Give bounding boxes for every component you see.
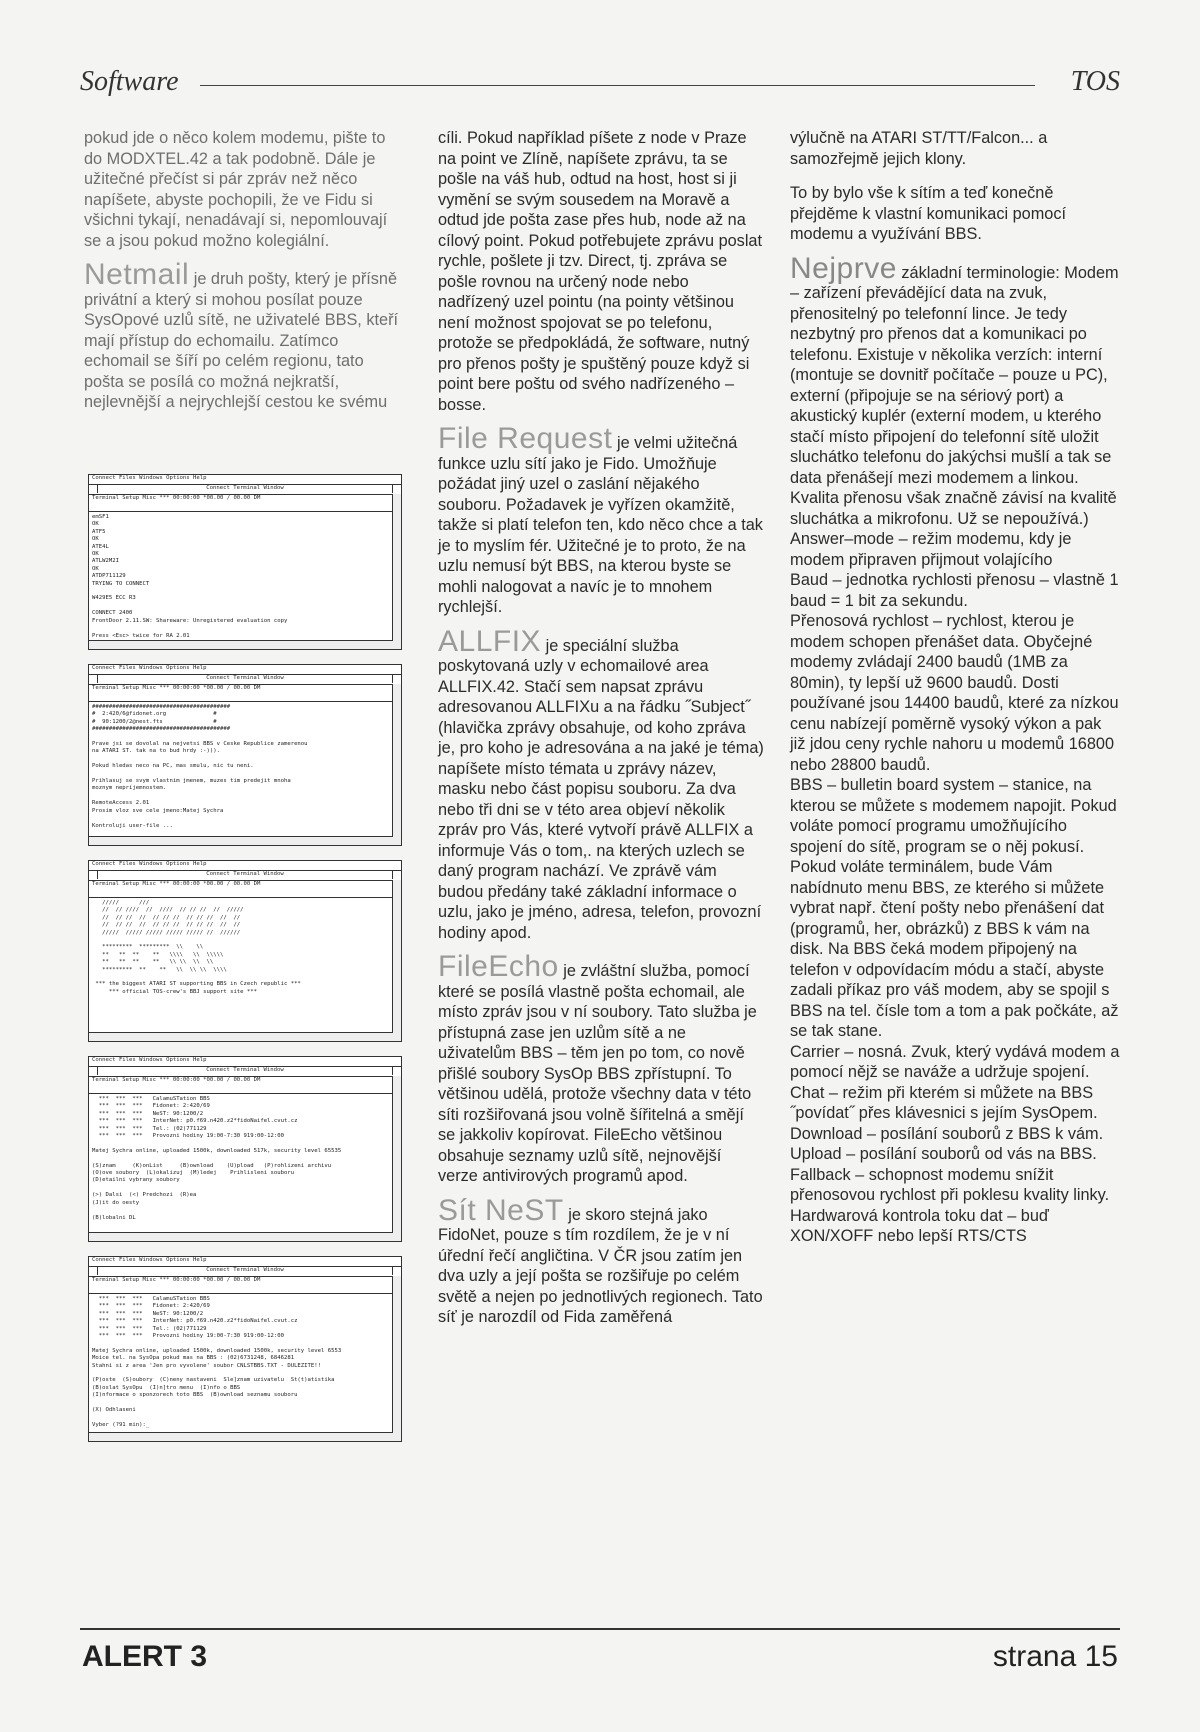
term-item: Přenosová rychlost – rychlost, kterou je modem schopen přenášet data. Obyčejné modemy zvládají 2400 baudů (1MB za 80min), ty lepší už 9600 baudů. Dosti používané jsou 14400 baudů, které za nízkou cenu nabízejí poměrně vysoký výkon a pak již jdou ceny rychle nahoru u modemů 16800 nebo 28800 baudů. (790, 612, 1119, 774)
term-item: Hardwarová kontrola toku dat – buď XON/XOFF nebo lepší RTS/CTS (790, 1206, 1049, 1245)
lead-netmail: Netmail (84, 258, 190, 291)
paragraph: výlučně na ATARI ST/TT/Falcon... a samozřejmě jejich klony. (790, 129, 1048, 168)
term-item: Carrier – nosná. Zvuk, který vydává modem a pomocí nějž se naváže a udržuje spojení. Chat – režim při kterém si můžete na BBS ˝povídat˝ přes klávesnici s jejím SysOpem. (790, 1042, 1120, 1122)
scrollbar (392, 1276, 401, 1441)
menu-bar: Connect Files Windows Options Help (89, 861, 401, 871)
paragraph-allfix (438, 624, 764, 944)
terminal-screenshot-1 (88, 474, 402, 650)
terminal-toolbar: Terminal Setup Misc *** 00:00:00 *00.00 / 00.00 DM (89, 881, 401, 898)
footer-issue: ALERT 3 (82, 1640, 208, 1673)
terminal-toolbar: Terminal Setup Misc *** 00:00:00 *00.00 / 00.00 DM (89, 1277, 401, 1294)
lead-fileecho: FileEcho (438, 950, 559, 983)
terminal-output: *** *** *** CalamuSTation BBS *** *** *** Fidonet: 2:420/69 *** *** *** NeST: 90:1200/2 *** *** *** InterNet: p0.f69.n420.z2*fidoNaifel.cvut.cz *** *** *** Tel.: (02)771129 *** *** *** Provozni hodiny 19:00-7:30 919:00-12:00 Matej Sychra online, uploaded 1500k, downloaded 517k, security level 65535 (S)znam (K)onList (B)ownload (U)pload (P)rohlizeni archivu (O)ove soubory (L)okalizuj (M)ledej Prihlisleni souboru (D)etailni vybrany soubory (>) Dalsi (<) Predchozi (R)ea (J)it do oesty (B)lobalni DL (92, 1096, 342, 1221)
menu-bar: Connect Files Windows Options Help (89, 665, 401, 675)
terminal-toolbar: Terminal Setup Misc *** 00:00:00 *00.00 / 00.00 DM (89, 495, 401, 512)
scrollbar (392, 880, 401, 1041)
paragraph: To by bylo vše k sítím a teď konečně přejděme k vlastní komunikaci pomocí modemu a využívání BBS. (790, 184, 1066, 243)
horizontal-scrollbar (89, 1432, 393, 1441)
term-item: Download – posílání souborů z BBS k vám. (790, 1124, 1104, 1143)
window-title: Connect Terminal Window (89, 485, 401, 495)
footer-page-number: strana 15 (992, 1640, 1118, 1673)
window-title: Connect Terminal Window (89, 871, 401, 881)
paragraph: cíli. Pokud například píšete z node v Praze na point ve Zlíně, napíšete zprávu, ta se pošle na váš hub, odtud na host, host si ji vymění se svým sousedem na Moravě a odtud jde pošta zase přes hub, node až na cílový point. Pokud potřebujete zprávu poslat rychle, pošlete ji tzv. Direct, tj. zpráva se pošle rovnou na určený node nebo nadřízený uzel pointu (na pointy většinou není možnost spojovat se po telefonu, protože se předpokládá, že software, nutný pro přenos pošty je spuštěný pouze když si point bere poštu od svého nadřízeného – bosse. (438, 129, 763, 414)
paragraph-netmail (84, 258, 404, 413)
text-netmail: je druh pošty, který je přísně privátní a který si mohou posílat pouze SysOpové uzlů sítě, ne uživatelé BBS, kteří mají přístup do echomailu. Zatímco echomail se šíří po celém regionu, tato pošta se posílá co možná nejkratší, nejlevnější a nejrychlejší cestou ke svému (84, 270, 399, 411)
window-title: Connect Terminal Window (89, 1067, 401, 1077)
term-item: BBS – bulletin board system – stanice, na kterou se můžete s modemem napojit. Pokud voláte pomocí programu umožňujícího spojení do sítě, program se o něj pokusí. (790, 776, 1117, 856)
column-3 (790, 128, 1120, 1247)
term-item: Pokud voláte terminálem, bude Vám nabídnuto menu BBS, ze kterého si můžete vybrat např. čtení pošty nebo přenášení dat (programů, her, obrázků) z BBS k vám na disk. Na BBS čeká modem připojený na telefon v odpovídacím módu a stačí, abyste zadali příkaz pro váš modem, aby se spojil s BBS na tel. čísle tom a tom a pak počkáte, až se tak stane. (790, 858, 1119, 1040)
lead-nejprve: Nejprve (790, 251, 897, 285)
menu-bar: Connect Files Windows Options Help (89, 1057, 401, 1067)
column-1 (84, 128, 404, 427)
term-item: Answer–mode – režim modemu, kdy je modem připraven přijmout volajícího (790, 530, 1072, 569)
term-item: Fallback – schopnost modemu snížit přenosovou rychlost při poklesu kvality linky. (790, 1165, 1110, 1204)
horizontal-scrollbar (89, 1032, 393, 1041)
paragraph-fileecho (438, 950, 764, 1187)
text-nest: je skoro stejná jako FidoNet, pouze s tím rozdílem, že je v ní úřední řečí angličtina. V ČR jsou zatím jen dva uzly a její pošta se rozšiřuje po celém světě a nejen po jednotlivých regionech. Tato síť je narozdíl od Fida zaměřená (438, 1205, 763, 1326)
terminal-screenshot-2 (88, 664, 402, 846)
text-fileecho: je zvláštní služba, pomocí které se posílá vlastně pošta echomail, ale místo zpráv jsou v ní soubory. Tato služba je přístupná zase jen uzlům sítě a ne uživatelům BBS – těm jen po tom, co nově přišlé soubory SysOp BBS zpřístupní. To většinou udělá, protože všechny data v této síti rozšiřovaná jsou volně šířitelná a smějí se jakkoliv kopírovat. FileEcho většinou obsahuje seznamy uzlů sítě, nejnovější verze antivirových programů apod. (438, 962, 757, 1185)
paragraph-terminology (790, 251, 1120, 530)
menu-bar: Connect Files Windows Options Help (89, 475, 401, 485)
magazine-label: TOS (1070, 66, 1120, 97)
terminal-output: emSF1 OK ATF5 OK ATE4L OK ATLW2M2I OK ATDP711129 TRYING TO CONNECT W429E5 ECC R3 CONNECT 2400 FrontDoor 2.11.SW: Shareware: Unregistered evaluation copy Press <Esc> twice for RA 2.01 (92, 514, 288, 639)
window-title: Connect Terminal Window (89, 1267, 401, 1277)
lead-allfix: ALLFIX (438, 624, 542, 658)
lead-nest: Sít NeST (438, 1193, 564, 1227)
menu-bar: Connect Files Windows Options Help (89, 1257, 401, 1267)
terminal-output: ///// /// // // //// // //// // // // // ///// // // // // // // // // // // // // // // // // // // // // // // // // ///// ///// ///// ///// ///// // ////// ********* ********* \\ \\ ** ** ** ** \\\\ \\ \\\\\ ** ** ** ** \\ \\ \\ \\ ********* ** ** \\ \\ \\ \\\\ *** the biggest ATARI ST supporting BBS in Czech republic *** *** official TOS-crew's BBJ support site *** (95, 900, 301, 995)
page-header (80, 66, 1120, 106)
section-label: Software (80, 66, 179, 97)
lead-file-request: File Request (438, 422, 613, 455)
paragraph-file-request (438, 422, 764, 618)
text-file-request: je velmi užitečná funkce uzlu sítí jako je Fido. Umožňuje požádat jiný uzel o zaslání nějakého souboru. Požadavek je vyřízen okamžitě, takže si platí telefon ten, kdo něco chce a tak je to myslím fér. Užitečné je to proto, že na uzlu nemusí být BBS, na kterou byste se mohli nalogovat a navíc je to mnohem rychlejší. (438, 434, 763, 616)
header-rule (200, 85, 1035, 86)
footer-rule (80, 1628, 1120, 1630)
term-item: Baud – jednotka rychlosti přenosu – vlastně 1 baud = 1 bit za sekundu. (790, 571, 1119, 610)
horizontal-scrollbar (89, 640, 393, 649)
terminal-output: ######################################### # 2:420/6@fidonet.org # # 90:1200/2@nest.fts # ######################################### Prave jsi se dovolal na nejvetsi BBS v Ceske Republice zamerenou na ATARI ST. tak na to bud hrdy :-))). Pokud hledas neco na PC, mas smulu, nic tu neni. Prihlasuj se svym vlastnim jmenem, muzes tim predejit mnoha moznym nepríjemnostem. RemoteAccess 2.01 Prosim vloz sve cele jmeno:Matej Sychra Kontroluji user-file ... (92, 704, 308, 829)
terminal-output: *** *** *** CalamuSTation BBS *** *** *** Fidonet: 2:420/69 *** *** *** NeST: 90:1200/2 *** *** *** InterNet: p0.f69.n420.z2*fidoNaifel.cvut.cz *** *** *** Tel.: (02)771129 *** *** *** Provozni hodiny 19:00-7:30 919:00-12:00 Matej Sychra online, uploaded 1500k, downloaded 1500k, security level 6553 Moice tel. na SysOpa pokud mas na BBS : (02)6731248, 6846281 Stahni si z area 'Jen pro vyvolene' soubor CNLSTBBS.TXT - DULEZITE!! (P)oste (S)oubory (C)neny nastaveni Sle]znam uzivatelu St(t)atistika (B)oslat SysOpu (I)n]tro menu (I)nfo o BBS (I)nformace o sponzorech toto BBS (B)ownload seznamu souboru (X) Odhlaseni Vyber (?91 min):_ (92, 1296, 342, 1428)
scrollbar (392, 494, 401, 649)
scrollbar (392, 1076, 401, 1241)
terminal-screenshot-3 (88, 860, 402, 1042)
window-title: Connect Terminal Window (89, 675, 401, 685)
text-allfix: je speciální služba poskytovaná uzly v echomailové area ALLFIX.42. Stačí sem napsat zprávu adresovanou ALLFIXu a na řádku ˝Subject˝ (hlavička zprávy obsahuje, od koho zpráva je, pro koho je adresována a na jaké je téma) napíšete místo témata u zprávy název, masku nebo část popisu souboru. Za dva nebo tři dni se v této area objeví několik zpráv pro Vás, které vytvoří právě ALLFIX a informuje Vás o tom,. na kterých uzlech se daný program nachází. Ve zprávě vám budou předány také základní informace o uzlu, jako je jméno, adresa, telefon, provozní hodiny apod. (438, 636, 764, 942)
term-item: Upload – posílání souborů od vás na BBS. (790, 1145, 1097, 1163)
horizontal-scrollbar (89, 836, 393, 845)
paragraph: pokud jde o něco kolem modemu, pište to do MODXTEL.42 a tak podobně. Dále je užitečné přečíst si pár zpráv než něco napíšete, abyste pochopili, že ve Fidu si všichni tykají, nenadávají si, nepomlouvají se a jsou pokud možno kolegiální. (84, 129, 388, 250)
column-2 (438, 128, 764, 1342)
terminal-toolbar: Terminal Setup Misc *** 00:00:00 *00.00 / 00.00 DM (89, 1077, 401, 1094)
terminal-screenshot-5 (88, 1256, 402, 1442)
paragraph-nest (438, 1193, 764, 1328)
terminal-toolbar: Terminal Setup Misc *** 00:00:00 *00.00 / 00.00 DM (89, 685, 401, 702)
terminal-screenshot-4 (88, 1056, 402, 1242)
text-nejprve: základní terminologie: Modem – zařízení převádějící data na zvuk, přenositelný po telefonní lince. Je tedy nezbytný pro přenos dat a komunikaci po telefonu. Existuje v několika verzích: interní (montuje se dovnitř počítače – pouze u PC), externí (připojuje se na sériový port) a akustický kuplér (externí modem, u kterého stačí místo připojení do telefonní sítě uložit sluchátko telefonu do jakýchsi mušlí a tak se data přenášejí mezi modemem a linkou. Kvalita přenosu však značně závisí na kvalitě sluchátka a mikrofonu. Už se nepoužívá.) (790, 263, 1119, 528)
horizontal-scrollbar (89, 1232, 393, 1241)
scrollbar (392, 684, 401, 845)
